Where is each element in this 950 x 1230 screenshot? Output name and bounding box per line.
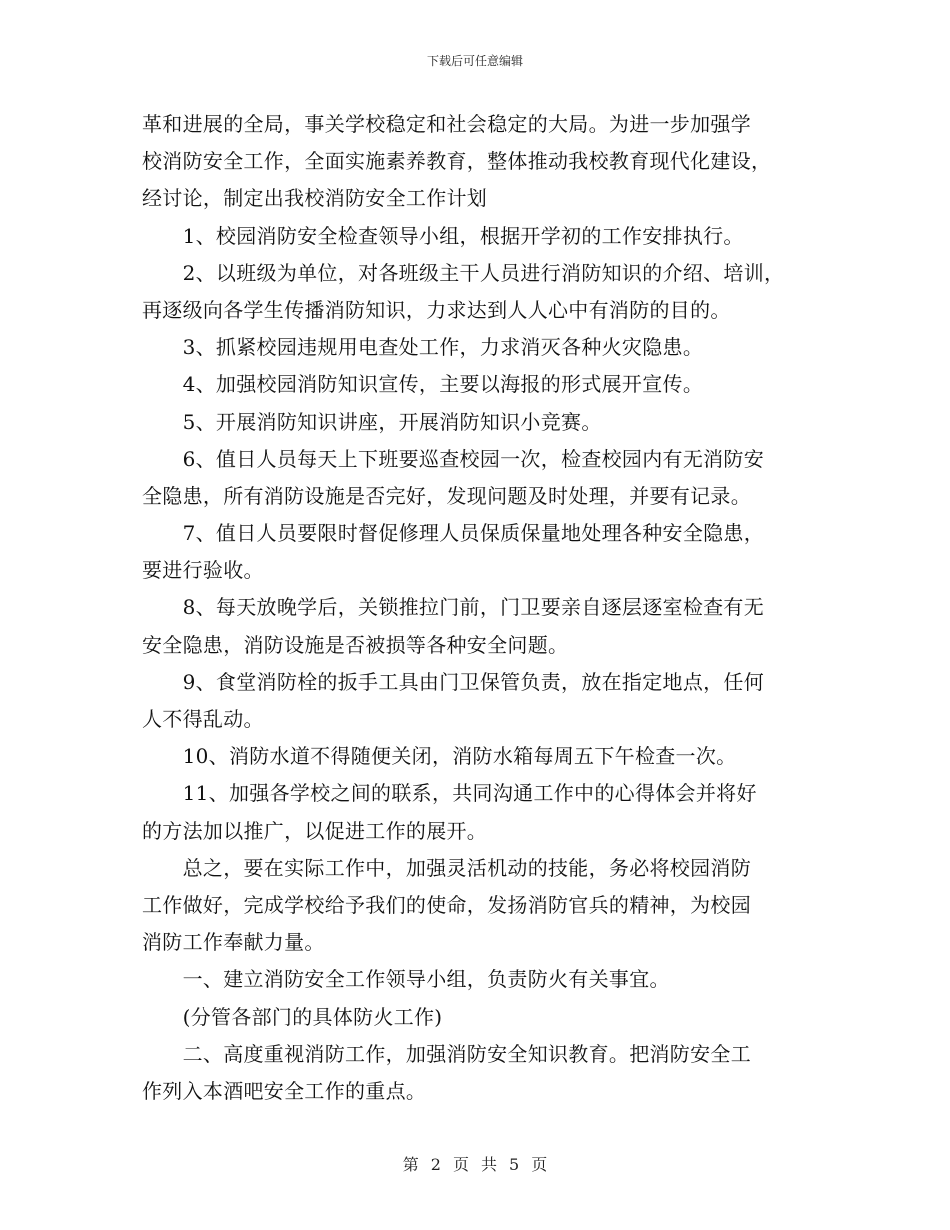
text-line: 作列入本酒吧安全工作的重点。 [142,1078,427,1103]
text-line: 全隐患，所有消防设施是否完好，发现问题及时处理，并要有记录。 [142,483,751,508]
text-line: 8、每天放晚学后，关锁推拉门前，门卫要亲自逐层逐室检查有无 [142,595,765,620]
text-line: 2、以班级为单位，对各班级主干人员进行消防知识的介绍、培训， [142,260,785,285]
text-line: 安全隐患，消防设施是否被损等各种安全问题。 [142,632,569,657]
text-line: (分管各部门的具体防火工作) [142,1004,443,1029]
text-line: 4、加强校园消防知识宣传，主要以海报的形式展开宣传。 [142,372,704,397]
text-line: 5、开展消防知识讲座，开展消防知识小竞赛。 [142,409,602,434]
text-line: 1、校园消防安全检查领导小组，根据开学初的工作安排执行。 [142,223,744,248]
text-line: 经讨论，制定出我校消防安全工作计划 [142,186,488,211]
text-line: 消防工作奉献力量。 [142,930,325,955]
text-line: 工作做好，完成学校给予我们的使命，发扬消防官兵的精神，为校园 [142,892,751,917]
text-line: 二、高度重视消防工作，加强消防安全知识教育。把消防安全工 [142,1041,751,1066]
text-line: 革和进展的全局，事关学校稳定和社会稳定的大局。为进一步加强学 [142,112,751,136]
text-line: 校消防安全工作，全面实施素养教育，整体推动我校教育现代化建设， [142,149,772,174]
text-line: 7、值日人员要限时督促修理人员保质保量地处理各种安全隐患， [142,521,765,546]
footer-page-label: 第 [402,1155,419,1174]
text-line: 要进行验收。 [142,558,264,583]
footer-total-suffix: 页 [531,1155,548,1174]
text-line: 6、值日人员每天上下班要巡查校园一次，检查校园内有无消防安 [142,446,765,471]
text-line: 一、建立消防安全工作领导小组，负责防火有关事宜。 [142,967,670,992]
footer-page-number: 2 [430,1155,441,1174]
footer-total-label: 共 [481,1155,498,1174]
text-line: 11、加强各学校之间的联系，共同沟通工作中的心得体会并将好 [142,781,757,806]
footer-total-pages: 5 [509,1155,520,1174]
document-body [142,106,822,1110]
text-line: 3、抓紧校园违规用电查处工作，力求消灭各种火灾隐患。 [142,335,704,360]
text-line: 的方法加以推广，以促进工作的展开。 [142,818,488,843]
text-line: 9、食堂消防栓的扳手工具由门卫保管负责，放在指定地点，任何 [142,669,765,694]
footer-page-suffix: 页 [452,1155,469,1174]
text-line: 人不得乱动。 [142,707,264,731]
text-line: 总之，要在实际工作中，加强灵活机动的技能，务必将校园消防 [142,855,751,880]
text-line: 再逐级向各学生传播消防知识，力求达到人人心中有消防的目的。 [142,297,731,322]
text-line: 10、消防水道不得随便关闭，消防水箱每周五下午检查一次。 [142,744,737,769]
page-header-note: 下载后可任意编辑 [426,54,523,68]
page-footer [0,1152,950,1175]
